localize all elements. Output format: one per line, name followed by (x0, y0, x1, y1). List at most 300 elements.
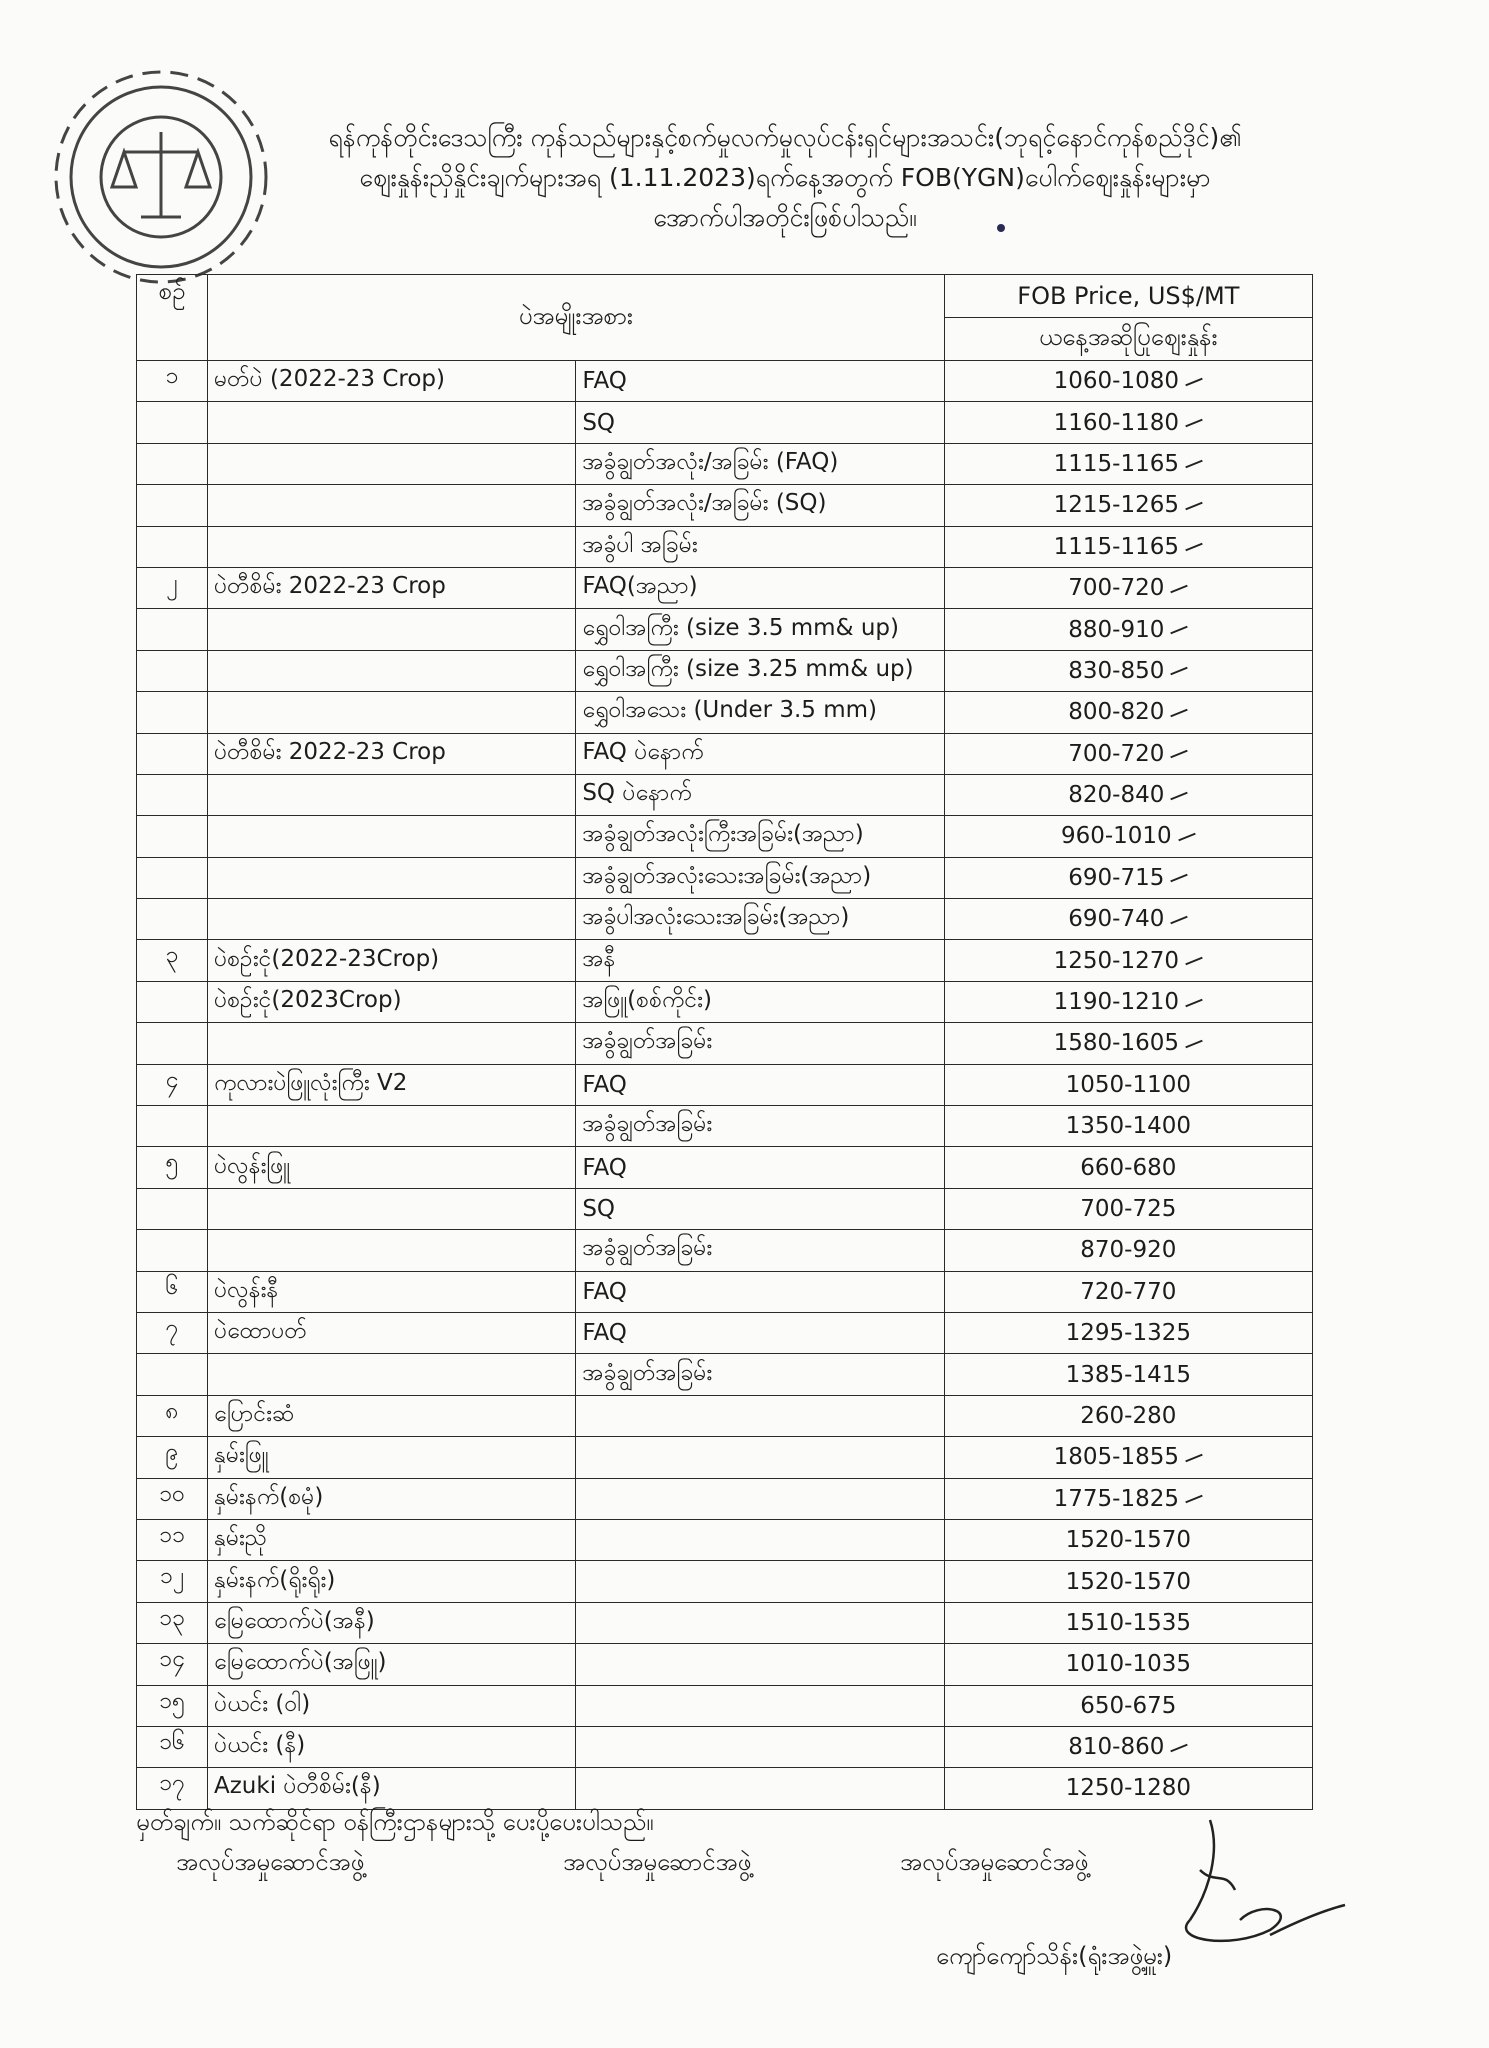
table-row (137, 402, 1313, 443)
row-no (137, 692, 208, 733)
row-price-text: 1215-1265 (1053, 492, 1180, 519)
row-no-text: ၄ (165, 1066, 179, 1093)
row-price (944, 650, 1312, 691)
check-mark-icon (1178, 833, 1195, 842)
row-price (944, 1312, 1312, 1353)
row-price-text: 1295-1325 (1065, 1320, 1192, 1347)
ink-dot (997, 224, 1005, 232)
row-no (137, 774, 208, 815)
row-grade (576, 1023, 944, 1064)
check-mark-icon (1171, 584, 1188, 593)
row-item (208, 1685, 576, 1726)
row-grade-text: အခွံချွတ်အလုံး/အခြမ်း (SQ) (582, 490, 827, 517)
row-item-text: Azuki ပဲတီစိမ်း(နီ) (214, 1773, 381, 1800)
row-item-text: ပဲလွန်းနီ (214, 1276, 279, 1303)
table-row (137, 443, 1313, 484)
row-price-text: 260-280 (1080, 1402, 1177, 1429)
row-item-text: နှမ်းညို (214, 1525, 268, 1552)
row-grade (576, 1685, 944, 1726)
table-row (137, 1023, 1313, 1064)
row-grade-text: SQ (582, 409, 616, 436)
row-no (137, 1644, 208, 1685)
row-no (137, 443, 208, 484)
check-mark-icon (1185, 1040, 1202, 1049)
row-price (944, 1023, 1312, 1064)
row-no-text: ၆ (165, 1273, 179, 1300)
table-header-row (137, 275, 1313, 318)
row-no (137, 1768, 208, 1809)
row-price-text: 870-920 (1080, 1237, 1177, 1264)
header-line-3: အောက်ပါအတိုင်းဖြစ်ပါသည်။ (653, 203, 917, 232)
row-grade-text: SQ ပဲနောက် (582, 780, 692, 807)
row-price (944, 1561, 1312, 1602)
table-row (137, 1644, 1313, 1685)
row-no (137, 816, 208, 857)
table-row (137, 609, 1313, 650)
row-item-text: ပဲစဉ်းငုံ(2023Crop) (214, 987, 402, 1014)
row-no-text: ၂ (166, 569, 178, 596)
row-price-text: 1160-1180 (1053, 409, 1180, 436)
check-mark-icon (1185, 957, 1202, 966)
row-no-text: ၁၅ (159, 1687, 185, 1714)
row-item (208, 1768, 576, 1809)
table-row (137, 774, 1313, 815)
header-item: ပဲအမျိုးအစား (208, 275, 945, 361)
row-grade-text: ရွှေဝါအကြီး (size 3.25 mm& up) (582, 655, 914, 682)
row-grade (576, 1312, 944, 1353)
table-row (137, 1271, 1313, 1312)
row-grade-text: FAQ ပဲနောက် (582, 738, 704, 765)
row-price (944, 402, 1312, 443)
row-grade-text: FAQ(အညာ) (582, 573, 698, 600)
row-no (137, 1561, 208, 1602)
row-item-text: ပြောင်းဆံ (214, 1400, 295, 1427)
row-item-text: နှမ်းနက်(ရိုးရိုး) (214, 1566, 336, 1593)
row-grade (576, 1437, 944, 1478)
row-grade (576, 1478, 944, 1519)
row-price-text: 1115-1165 (1053, 450, 1180, 477)
row-price-text: 1385-1415 (1065, 1361, 1192, 1388)
price-table (136, 274, 1313, 1810)
table-row (137, 1768, 1313, 1809)
row-price (944, 940, 1312, 981)
row-item (208, 857, 576, 898)
header-line-2: ဈေးနှုန်းညှိနှိုင်းချက်များအရ (1.11.2023)ရက်နေ့အတွက် FOB(YGN)ပေါက်ဈေးနှုန်းများမှာ (359, 163, 1211, 192)
table-row (137, 1685, 1313, 1726)
row-price (944, 774, 1312, 815)
row-item (208, 733, 576, 774)
table-row (137, 1064, 1313, 1105)
row-no (137, 650, 208, 691)
row-price (944, 1726, 1312, 1767)
table-row (137, 1726, 1313, 1767)
row-price-text: 1060-1080 (1053, 368, 1180, 395)
row-price-text: 1190-1210 (1053, 989, 1180, 1016)
row-price-text: 700-725 (1080, 1196, 1177, 1222)
check-mark-icon (1171, 750, 1188, 759)
row-price (944, 1685, 1312, 1726)
check-mark-icon (1171, 709, 1188, 718)
row-grade-text: SQ (582, 1196, 616, 1222)
row-price-text: 800-820 (1068, 699, 1165, 726)
row-grade (576, 1354, 944, 1395)
row-item (208, 981, 576, 1022)
row-grade (576, 733, 944, 774)
table-row (137, 816, 1313, 857)
row-no (137, 1478, 208, 1519)
table-row (137, 857, 1313, 898)
row-price-text: 810-860 (1068, 1734, 1165, 1761)
team-label-1: အလုပ်အမှုဆောင်အဖွဲ့ (176, 1848, 365, 1876)
row-item-text: ပဲတီစိမ်း 2022-23 Crop (214, 573, 446, 600)
table-row (137, 899, 1313, 940)
row-no (137, 1602, 208, 1643)
table-row (137, 526, 1313, 567)
row-price-text: 700-720 (1068, 575, 1165, 602)
table-row (137, 1395, 1313, 1436)
row-grade (576, 609, 944, 650)
row-no (137, 1106, 208, 1147)
row-price (944, 1478, 1312, 1519)
row-price-text: 1580-1605 (1053, 1030, 1180, 1057)
row-item (208, 1726, 576, 1767)
row-price (944, 1768, 1312, 1809)
row-no (137, 857, 208, 898)
table-row (137, 733, 1313, 774)
row-price-text: 1510-1535 (1065, 1609, 1192, 1636)
row-no (137, 1147, 208, 1188)
row-price (944, 1271, 1312, 1312)
row-item (208, 1230, 576, 1271)
table-row (137, 1230, 1313, 1271)
row-no (137, 1188, 208, 1229)
signer-name: ကျော်ကျော်သိန်း(ရုံးအဖွဲ့မှူး) (936, 1942, 1173, 1970)
check-mark-icon (1171, 791, 1188, 800)
row-grade (576, 1188, 944, 1229)
row-no-text: ၁၄ (159, 1646, 185, 1673)
row-price (944, 857, 1312, 898)
header-no: စဉ် (137, 275, 208, 361)
row-item (208, 1312, 576, 1353)
table-row (137, 1519, 1313, 1560)
row-no (137, 526, 208, 567)
row-item (208, 1354, 576, 1395)
row-grade-text: အခွံပါ အခြမ်း (582, 531, 698, 558)
check-mark-icon (1185, 460, 1202, 469)
row-price (944, 981, 1312, 1022)
row-grade (576, 1147, 944, 1188)
row-grade (576, 816, 944, 857)
row-price-text: 650-675 (1080, 1692, 1177, 1719)
row-price (944, 899, 1312, 940)
row-price-text: 720-770 (1080, 1278, 1177, 1305)
row-grade (576, 692, 944, 733)
table-row (137, 1106, 1313, 1147)
row-grade-text: FAQ (582, 368, 627, 395)
row-price-text: 1010-1035 (1065, 1651, 1192, 1678)
row-grade-text: အခွံချွတ်အခြမ်း (582, 1359, 713, 1386)
row-price (944, 1395, 1312, 1436)
row-price-text: 1115-1165 (1053, 533, 1180, 560)
table-row (137, 485, 1313, 526)
row-no (137, 485, 208, 526)
row-price (944, 816, 1312, 857)
row-no (137, 1726, 208, 1767)
table-row (137, 1437, 1313, 1478)
row-no (137, 1354, 208, 1395)
row-item-text: မြေထောက်ပဲ(အနီ) (214, 1607, 375, 1634)
row-price-text: 1050-1100 (1065, 1071, 1192, 1098)
row-price-text: 880-910 (1068, 616, 1165, 643)
check-mark-icon (1185, 502, 1202, 511)
row-no-text: ၃ (165, 942, 179, 969)
row-grade-text: အခွံချွတ်အလုံး/အခြမ်း (FAQ) (582, 448, 839, 475)
row-price (944, 692, 1312, 733)
row-price-text: 1250-1280 (1065, 1775, 1192, 1802)
row-grade-text: FAQ (582, 1154, 627, 1181)
check-mark-icon (1171, 626, 1188, 635)
row-item (208, 1519, 576, 1560)
row-price (944, 1354, 1312, 1395)
row-item (208, 1023, 576, 1064)
team-label-3: အလုပ်အမှုဆောင်အဖွဲ့ (900, 1848, 1089, 1876)
check-mark-icon (1171, 1743, 1188, 1752)
row-no (137, 1437, 208, 1478)
row-no-text: ၈ (165, 1397, 179, 1424)
row-no (137, 567, 208, 608)
row-grade (576, 1519, 944, 1560)
row-price (944, 1519, 1312, 1560)
row-grade-text: အခွံချွတ်အခြမ်း (582, 1235, 713, 1262)
row-grade (576, 402, 944, 443)
row-no-text: ၁၇ (159, 1770, 185, 1797)
row-price-text: 660-680 (1080, 1154, 1177, 1181)
check-mark-icon (1185, 419, 1202, 428)
row-item-text: မတ်ပဲ (2022-23 Crop) (214, 366, 445, 393)
row-no-text: ၅ (165, 1149, 179, 1176)
row-no (137, 899, 208, 940)
row-grade (576, 1768, 944, 1809)
row-price (944, 733, 1312, 774)
check-mark-icon (1171, 874, 1188, 883)
row-no (137, 609, 208, 650)
row-item (208, 485, 576, 526)
row-item (208, 567, 576, 608)
row-no (137, 1230, 208, 1271)
row-price (944, 1064, 1312, 1105)
row-price (944, 1437, 1312, 1478)
row-price (944, 443, 1312, 484)
header-price-top: FOB Price, US$/MT (944, 275, 1312, 318)
row-item (208, 1437, 576, 1478)
row-item (208, 609, 576, 650)
row-no-text: ၇ (165, 1314, 179, 1341)
row-item (208, 1271, 576, 1312)
row-item-text: ပဲလွန်းဖြူ (214, 1152, 291, 1179)
row-item (208, 1395, 576, 1436)
row-grade-text: အဖြူ(စစ်ကိုင်း) (582, 987, 712, 1014)
row-item-text: နှမ်းဖြူ (214, 1442, 269, 1469)
row-item (208, 940, 576, 981)
row-no (137, 1064, 208, 1105)
table-row (137, 1312, 1313, 1353)
row-grade (576, 1602, 944, 1643)
row-price (944, 1188, 1312, 1229)
row-no (137, 1271, 208, 1312)
row-grade-text: ရွှေဝါအသေး (Under 3.5 mm) (582, 697, 878, 724)
row-grade (576, 940, 944, 981)
row-no (137, 402, 208, 443)
table-row (137, 650, 1313, 691)
row-price-text: 690-715 (1068, 864, 1165, 891)
row-item-text: ပဲထောပတ် (214, 1318, 307, 1345)
row-item (208, 361, 576, 402)
row-price-text: 700-720 (1068, 740, 1165, 767)
row-grade (576, 1726, 944, 1767)
row-item (208, 402, 576, 443)
row-grade (576, 443, 944, 484)
row-price (944, 609, 1312, 650)
table-row (137, 1602, 1313, 1643)
row-item (208, 650, 576, 691)
row-item (208, 1106, 576, 1147)
row-price-text: 820-840 (1068, 782, 1165, 809)
check-mark-icon (1185, 998, 1202, 1007)
handwritten-signature (1150, 1810, 1350, 1960)
row-item (208, 1602, 576, 1643)
row-item (208, 899, 576, 940)
row-grade (576, 1230, 944, 1271)
row-item-text: ကုလားပဲဖြူလုံးကြီး V2 (214, 1069, 408, 1096)
table-row (137, 1147, 1313, 1188)
row-no (137, 981, 208, 1022)
row-no-text: ၁၂ (159, 1563, 185, 1590)
table-row (137, 692, 1313, 733)
row-item (208, 1478, 576, 1519)
row-no-text: ၉ (165, 1439, 179, 1466)
row-price-text: 830-850 (1068, 657, 1165, 684)
table-row (137, 940, 1313, 981)
row-item (208, 774, 576, 815)
row-no-text: ၁၀ (159, 1480, 185, 1507)
check-mark-icon (1185, 377, 1202, 386)
row-no-text: ၁၁ (159, 1521, 185, 1548)
header-price-sub: ယနေ့အဆိုပြုဈေးနှုန်း (944, 318, 1312, 361)
row-grade (576, 899, 944, 940)
row-item (208, 1561, 576, 1602)
row-grade (576, 1064, 944, 1105)
team-label-2: အလုပ်အမှုဆောင်အဖွဲ့ (563, 1848, 752, 1876)
row-grade (576, 981, 944, 1022)
check-mark-icon (1171, 915, 1188, 924)
row-price (944, 361, 1312, 402)
table-row (137, 1354, 1313, 1395)
row-grade (576, 774, 944, 815)
row-grade (576, 1561, 944, 1602)
row-item-text: ပဲယင်း (ဝါ) (214, 1690, 311, 1717)
row-item (208, 816, 576, 857)
row-grade-text: အခွံချွတ်အလုံးသေးအခြမ်း(အညာ) (582, 862, 872, 889)
row-grade-text: ရွှေဝါအကြီး (size 3.5 mm& up) (582, 614, 899, 641)
row-item (208, 526, 576, 567)
row-grade-text: FAQ (582, 1071, 627, 1098)
check-mark-icon (1185, 543, 1202, 552)
footer-note: မှတ်ချက်။ သက်ဆိုင်ရာ ဝန်ကြီးဌာနများသို့ ပေးပို့ပေးပါသည်။ (136, 1808, 654, 1836)
row-price-text: 1520-1570 (1065, 1527, 1192, 1554)
row-grade-text: အခွံပါအလုံးသေးအခြမ်း(အညာ) (582, 904, 850, 931)
row-item-text: ပဲယင်း (နီ) (214, 1732, 306, 1759)
row-price-text: 690-740 (1068, 906, 1165, 933)
row-grade (576, 857, 944, 898)
row-no (137, 1312, 208, 1353)
row-grade (576, 361, 944, 402)
row-grade-text: FAQ (582, 1278, 627, 1305)
row-no-text: ၁ (165, 363, 179, 389)
row-grade-text: FAQ (582, 1320, 627, 1347)
row-price (944, 1106, 1312, 1147)
row-no (137, 1519, 208, 1560)
table-row (137, 1478, 1313, 1519)
check-mark-icon (1185, 1495, 1202, 1504)
row-price (944, 1602, 1312, 1643)
row-grade (576, 567, 944, 608)
table-row (137, 1561, 1313, 1602)
row-no (137, 733, 208, 774)
header-line-1: ရန်ကုန်တိုင်းဒေသကြီး ကုန်သည်များနှင့်စက်မှုလက်မှုလုပ်ငန်းရှင်များအသင်း(ဘုရင့်နောင်ကုန်စည်ဒိုင်)၏ (328, 123, 1242, 152)
row-no (137, 1023, 208, 1064)
row-price (944, 1147, 1312, 1188)
row-grade-text: အခွံချွတ်အခြမ်း (582, 1111, 713, 1138)
row-price (944, 1230, 1312, 1271)
row-item-text: မြေထောက်ပဲ(အဖြူ) (214, 1649, 387, 1676)
row-grade (576, 1644, 944, 1685)
table-row (137, 981, 1313, 1022)
row-grade (576, 485, 944, 526)
row-price (944, 567, 1312, 608)
row-price (944, 485, 1312, 526)
row-no (137, 1685, 208, 1726)
row-grade-text: အခွံချွတ်အခြမ်း (582, 1028, 713, 1055)
table-row (137, 361, 1313, 402)
row-grade (576, 1271, 944, 1312)
row-price-text: 1350-1400 (1065, 1113, 1192, 1140)
row-grade (576, 526, 944, 567)
row-item (208, 1064, 576, 1105)
document-header (230, 118, 1340, 238)
row-grade-text: အခွံချွတ်အလုံးကြီးအခြမ်း(အညာ) (582, 821, 864, 848)
row-price (944, 1644, 1312, 1685)
row-grade (576, 1395, 944, 1436)
check-mark-icon (1171, 667, 1188, 676)
check-mark-icon (1185, 1454, 1202, 1463)
row-item (208, 1147, 576, 1188)
row-grade-text: အနီ (582, 945, 616, 972)
row-no (137, 940, 208, 981)
row-item (208, 1644, 576, 1685)
row-no-text: ၁၃ (159, 1604, 185, 1631)
row-no (137, 1395, 208, 1436)
row-grade (576, 1106, 944, 1147)
row-item (208, 692, 576, 733)
row-price (944, 526, 1312, 567)
row-price-text: 1520-1570 (1065, 1568, 1192, 1595)
row-price-text: 960-1010 (1060, 823, 1172, 850)
row-no (137, 361, 208, 402)
table-row (137, 567, 1313, 608)
row-grade (576, 650, 944, 691)
row-item-text: နှမ်းနက်(စမုံ) (214, 1483, 324, 1510)
table-row (137, 1188, 1313, 1229)
